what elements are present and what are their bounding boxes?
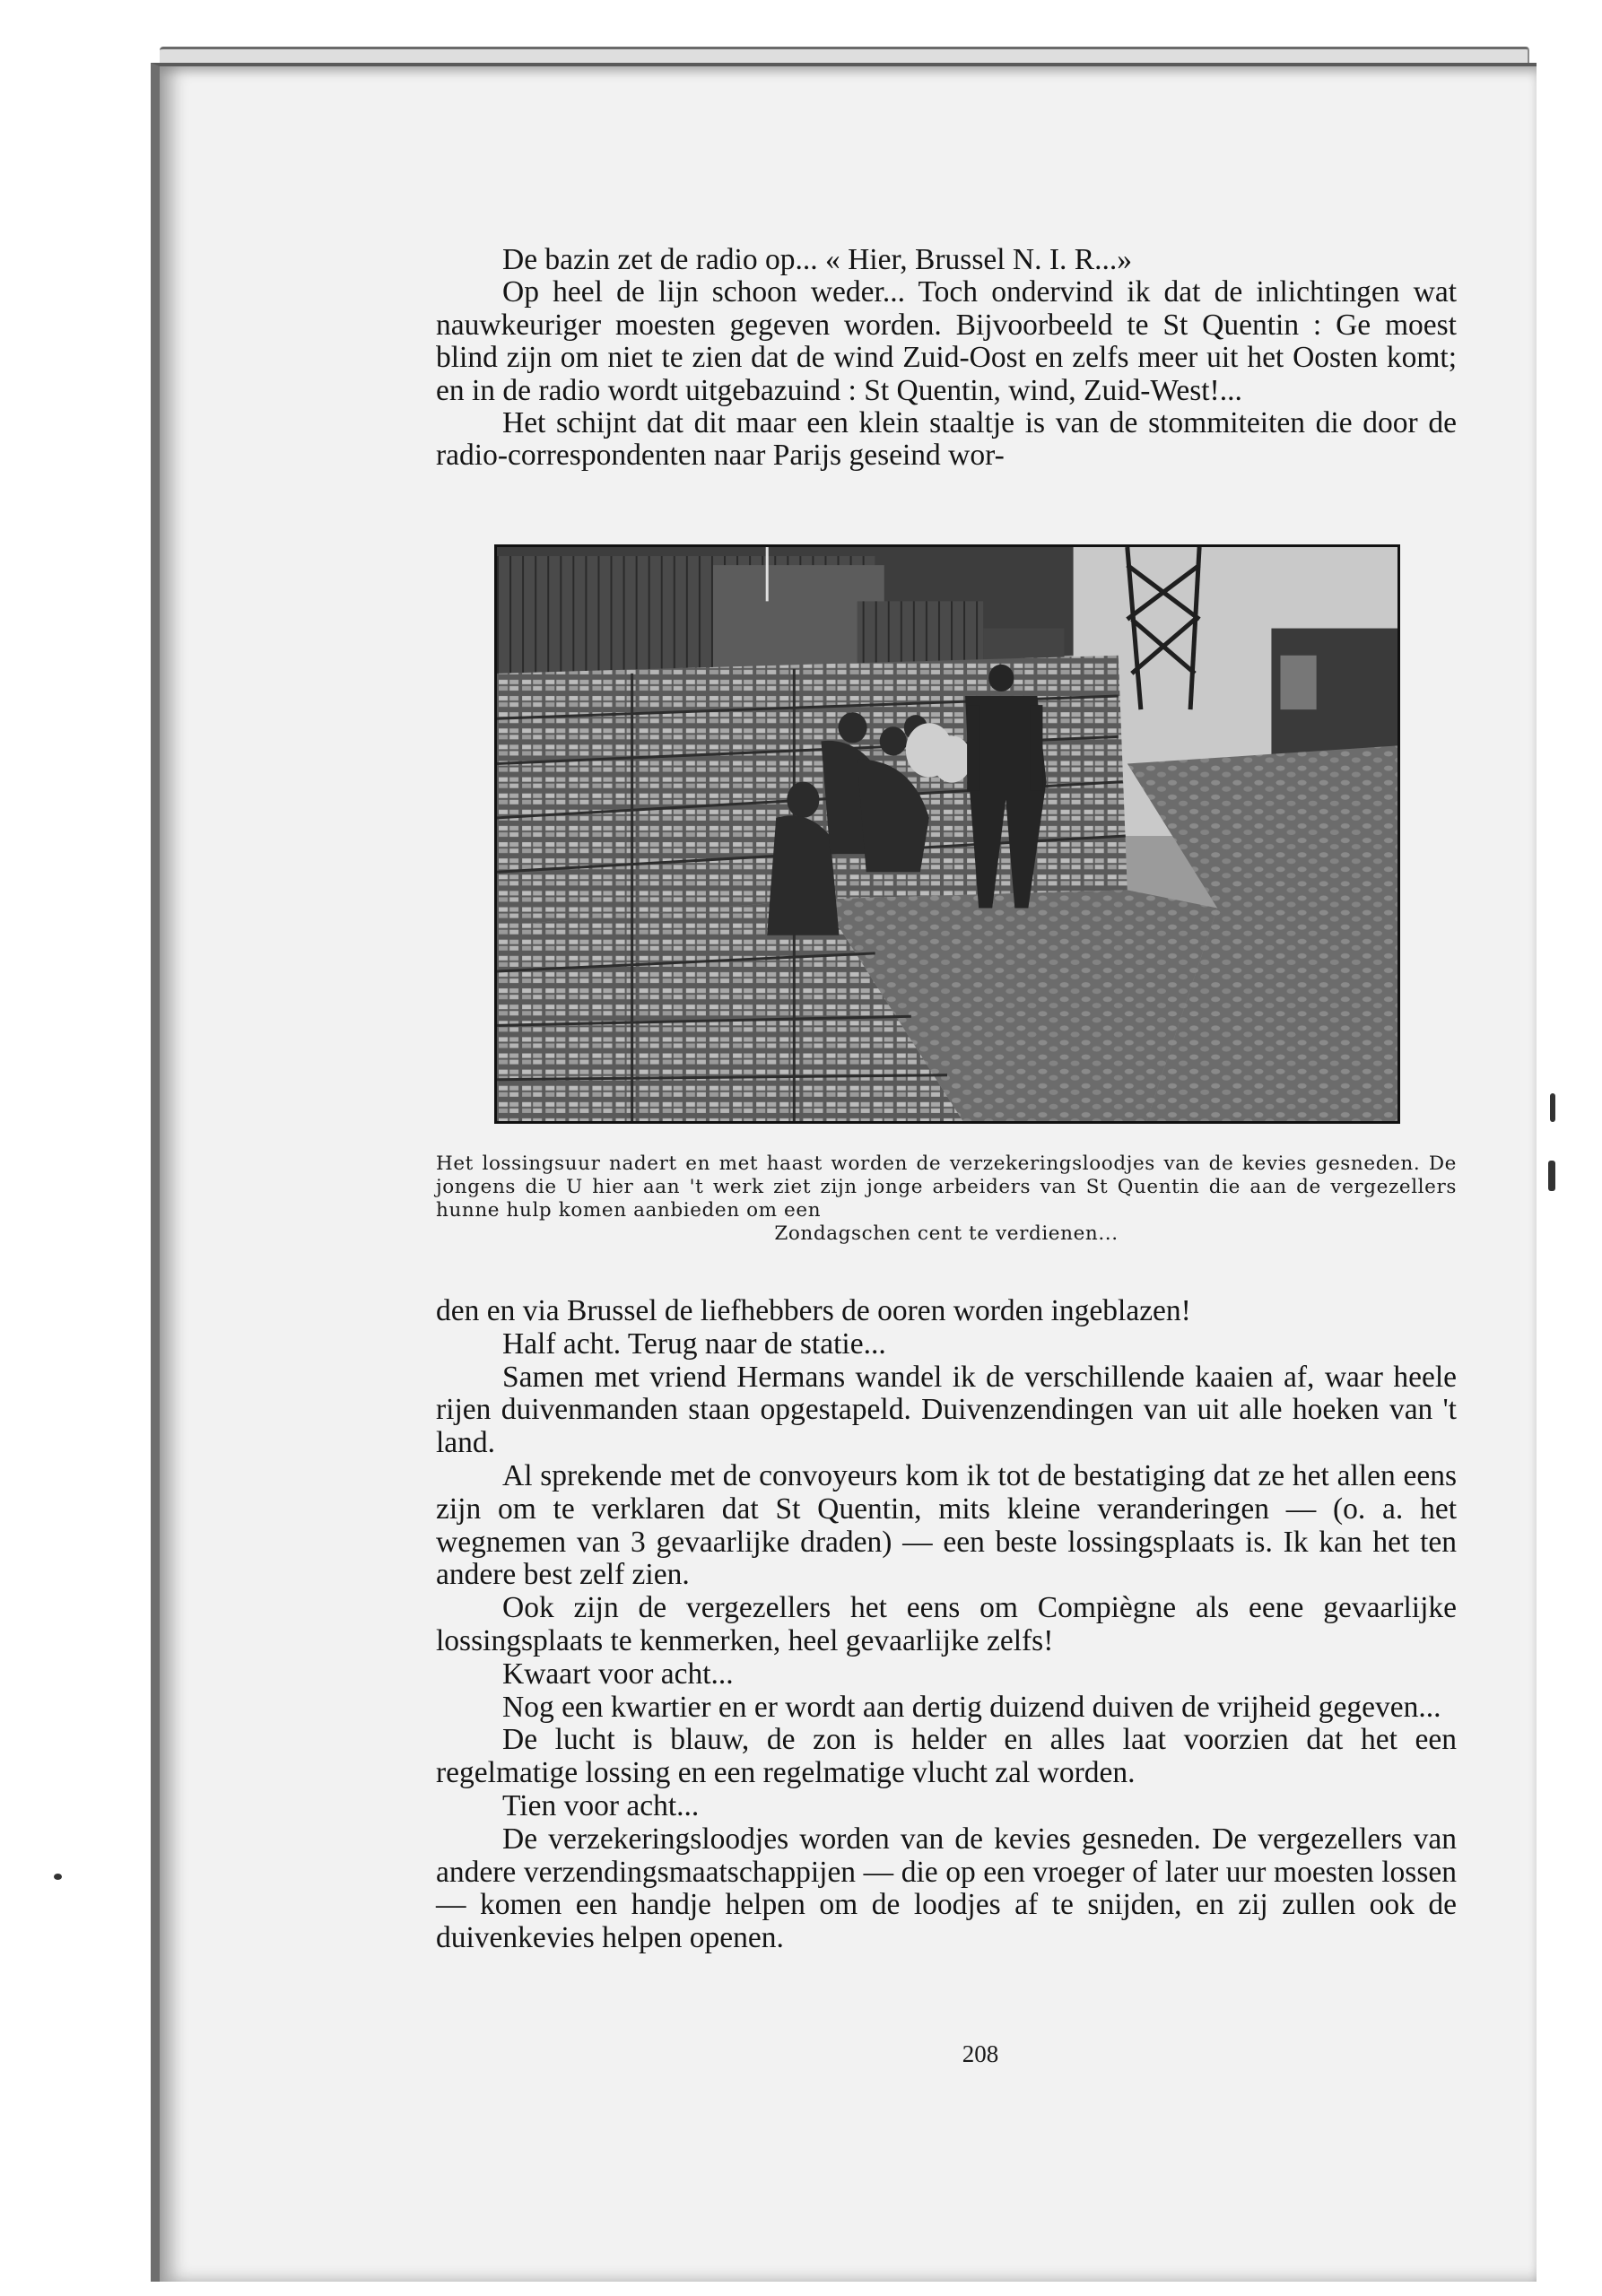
caption-last-line: Zondagschen cent te verdienen...: [774, 1222, 1119, 1245]
paragraph: Kwaart voor acht...: [502, 1657, 734, 1691]
stain-mark: [54, 1874, 62, 1880]
paragraph: Al sprekende met de convoyeurs kom ik tot de bestatiging dat ze het allen eens zijn om te verklaren dat St Quentin, mits kleine veranderingen — (o. a. het wegnemen van 3 gevaarlijke draden) — een beste lossingsplaats is. Ik kan het ten andere best zelf zien.: [436, 1458, 1457, 1592]
paragraph: Samen met vriend Hermans wandel ik de verschillende kaaien af, waar heele rijen duivenmanden staan opgestapeld. Duivenzendingen van uit alle hoeken van 't land.: [436, 1360, 1457, 1460]
paragraph: Nog een kwartier en er wordt aan dertig duizend duiven de vrijheid gegeven...: [502, 1690, 1441, 1724]
page-number: 208: [962, 2040, 999, 2067]
paragraph: De verzekeringsloodjes worden van de kevies gesneden. De vergezellers van andere verzendingsmaatschappijen — die op een vroeger of later uur moesten lossen — komen een handje helpen om de loodjes af te snijden, en zij zullen ook de duivenkevies helpen openen.: [436, 1822, 1457, 1955]
paragraph: De lucht is blauw, de zon is helder en alles laat voorzien dat het een regelmatige lossing en een regelmatige vlucht zal worden.: [436, 1723, 1457, 1790]
paragraph: Ook zijn de vergezellers het eens om Compiègne als eene gevaarlijke lossingsplaats te kenmerken, heel gevaarlijke zelfs!: [436, 1591, 1457, 1657]
photo-caption: [436, 1152, 1457, 1246]
paragraph: Half acht. Terug naar de statie...: [502, 1326, 886, 1361]
paragraph: Tien voor acht...: [502, 1788, 700, 1822]
stain-mark: [1548, 1161, 1555, 1191]
paragraph: den en via Brussel de liefhebbers de ooren worden ingeblazen!: [436, 1294, 1191, 1327]
photo-pigeon-baskets: [494, 544, 1400, 1124]
paragraph: De bazin zet de radio op... « Hier, Brussel N. I. R...»: [502, 243, 1132, 276]
caption-body: Het lossingsuur nadert en met haast worden de verzekeringsloodjes van de kevies gesneden. De jongens die U hier aan 't werk ziet zijn jonge arbeiders van St Quentin die aan de vergezellers hunne hulp komen aanbieden om een: [436, 1152, 1457, 1222]
paragraph: Het schijnt dat dit maar een klein staaltje is van de stommiteiten die door de radio-correspondenten naar Parijs geseind wor-: [436, 406, 1457, 473]
top-text-block: [436, 244, 1457, 473]
stain-mark: [1550, 1093, 1555, 1122]
bottom-text-block: [436, 1295, 1457, 1955]
paragraph: Op heel de lijn schoon weder... Toch ondervind ik dat de inlichtingen wat nauwkeuriger moesten gegeven worden. Bijvoorbeeld te St Quentin : Ge moest blind zijn om niet te zien dat de wind Zuid-Oost en zelfs meer uit het Oosten komt; en in de radio wordt uitgebazuind : St Quentin, wind, Zuid-West!...: [436, 275, 1457, 407]
